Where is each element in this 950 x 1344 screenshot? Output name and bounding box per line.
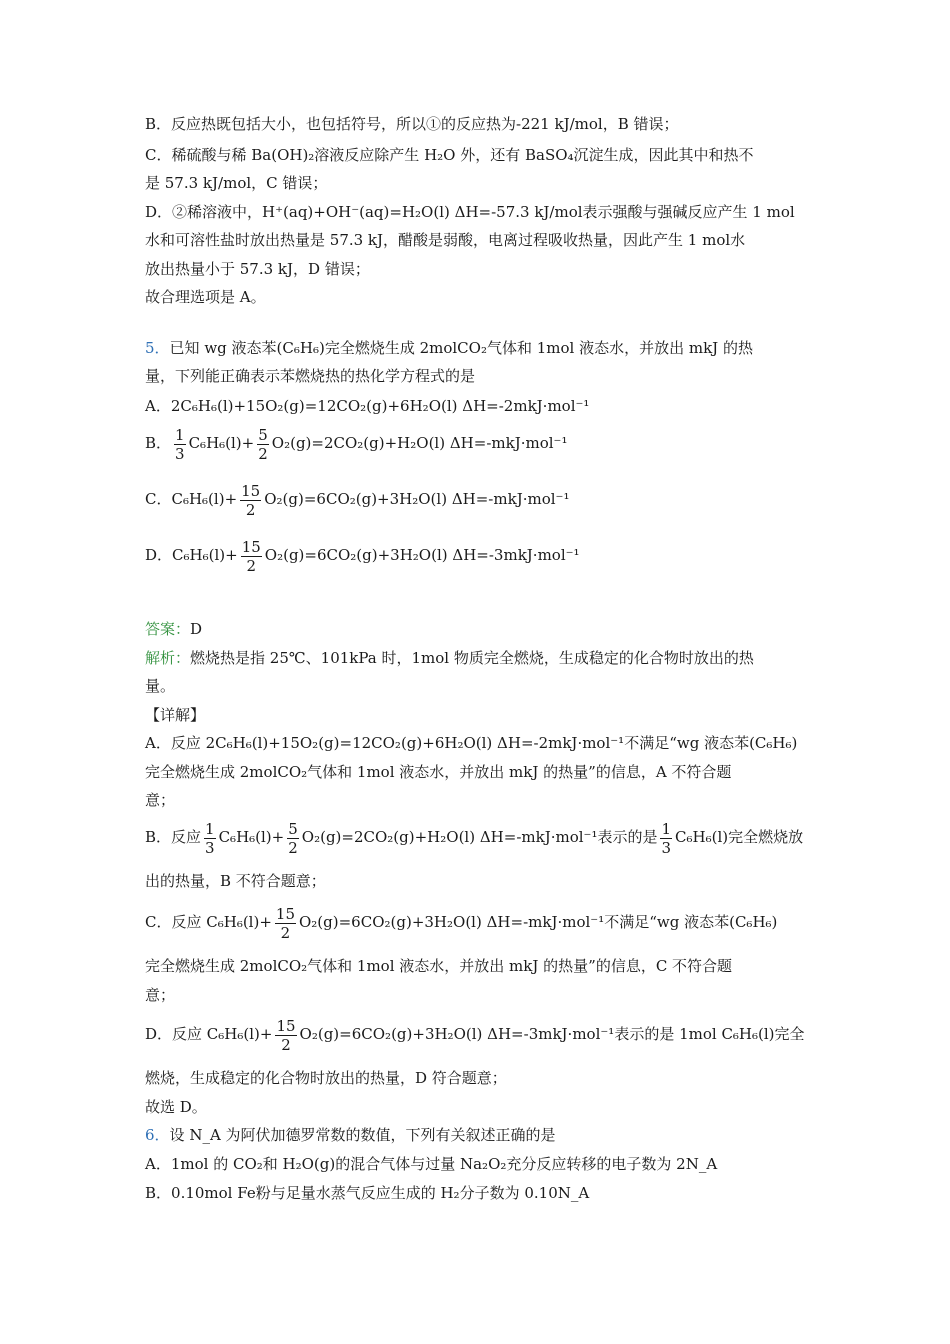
fraction: $\frac{5}{2}$	[258, 425, 268, 463]
detail-heading: 【详解】	[145, 706, 206, 724]
fraction: $\frac{1}{3}$	[661, 819, 672, 857]
text-line: 意；	[145, 791, 176, 809]
text-line: 放出热量小于 57.3 kJ，D 错误；	[145, 260, 370, 278]
option-a: A．1mol 的 CO₂和 H₂O(g)的混合气体与过量 Na₂O₂充分反应转移的电子数为 2N_A	[145, 1155, 718, 1173]
text-line: 故合理选项是 A。	[145, 288, 266, 306]
text-line: A．反应 2C₆H₆(l)+15O₂(g)=12CO₂(g)+6H₂O(l) ΔH=-2mkJ·mol⁻¹不满足“wg 液态苯(C₆H₆)	[145, 734, 798, 752]
fraction: $\frac{15}{2}$	[276, 1016, 296, 1054]
text-line: 量，下列能正确表示苯燃烧热的热化学方程式的是	[145, 367, 476, 385]
question-text: 设 N_A 为阿伏加德罗常数的数值，下列有关叙述正确的是	[169, 1126, 556, 1144]
detail-c: C．反应 C₆H₆(l)+ $\frac{15}{2}$ O₂(g)=6CO₂(g)+3H₂O(l) ΔH=-mkJ·mol⁻¹不满足“wg 液态苯(C₆H₆)	[145, 904, 778, 942]
fraction: $\frac{5}{2}$	[288, 819, 298, 857]
option-b: B．0.10mol Fe粉与足量水蒸气反应生成的 H₂分子数为 0.10N_A	[145, 1184, 590, 1202]
fraction: $\frac{1}{3}$	[175, 425, 185, 463]
text-line: D．②稀溶液中，H⁺(aq)+OH⁻(aq)=H₂O(l) ΔH=-57.3 kJ/mol表示强酸与强碱反应产生 1 mol	[145, 203, 795, 221]
text-line: 水和可溶性盐时放出热量是 57.3 kJ，醋酸是弱酸，电离过程吸收热量，因此产生 1 mol水	[145, 231, 746, 249]
text-line: B．反应热既包括大小，也包括符号，所以①的反应热为-221 kJ/mol，B 错误；	[145, 115, 679, 133]
question-text: 已知 wg 液态苯(C₆H₆)完全燃烧生成 2molCO₂气体和 1mol 液态水，并放出 mkJ 的热	[169, 339, 753, 357]
text-line: 是 57.3 kJ/mol，C 错误；	[145, 174, 328, 192]
option-b: B． $\frac{1}{3}$ C₆H₆(l)+ $\frac{5}{2}$ O₂(g)=2CO₂(g)+H₂O(l) ΔH=-mkJ·mol⁻¹	[145, 425, 568, 463]
text-line: 完全燃烧生成 2molCO₂气体和 1mol 液态水，并放出 mkJ 的热量”的信息，A 不符合题	[145, 763, 732, 781]
question-6	[145, 1124, 556, 1146]
fraction: $\frac{15}{2}$	[275, 904, 295, 942]
detail-d: D．反应 C₆H₆(l)+ $\frac{15}{2}$ O₂(g)=6CO₂(g)+3H₂O(l) ΔH=-3mkJ·mol⁻¹表示的是 1mol C₆H₆(l)完全	[145, 1016, 805, 1054]
option-d: D．C₆H₆(l)+ $\frac{15}{2}$ O₂(g)=6CO₂(g)+3H₂O(l) ΔH=-3mkJ·mol⁻¹	[145, 537, 580, 575]
text-line: C．稀硫酸与稀 Ba(OH)₂溶液反应除产生 H₂O 外，还有 BaSO₄沉淀生成，因此其中和热不	[145, 146, 754, 164]
analysis-label: 解析：	[145, 649, 191, 667]
text-line: 完全燃烧生成 2molCO₂气体和 1mol 液态水，并放出 mkJ 的热量”的信息，C 不符合题	[145, 957, 733, 975]
option-a: A．2C₆H₆(l)+15O₂(g)=12CO₂(g)+6H₂O(l) ΔH=-2mkJ·mol⁻¹	[145, 397, 590, 415]
text-line: 量。	[145, 677, 176, 695]
text-line: 燃烧，生成稳定的化合物时放出的热量，D 符合题意；	[145, 1069, 507, 1087]
fraction: $\frac{15}{2}$	[241, 481, 261, 519]
text-line: 意；	[145, 986, 176, 1004]
text-line: 故选 D。	[145, 1098, 207, 1116]
question-5	[145, 337, 753, 359]
answer	[145, 618, 202, 640]
fraction: $\frac{15}{2}$	[241, 537, 261, 575]
answer-label: 答案：	[145, 620, 191, 638]
question-number: 6．	[145, 1126, 170, 1144]
answer-value: D	[190, 620, 203, 638]
question-number: 5．	[145, 339, 170, 357]
fraction: $\frac{1}{3}$	[205, 819, 215, 857]
analysis: 解析：燃烧热是指 25℃、101kPa 时，1mol 物质完全燃烧，生成稳定的化合物时放出的热	[145, 649, 754, 667]
text-line: 出的热量，B 不符合题意；	[145, 872, 326, 890]
option-c: C．C₆H₆(l)+ $\frac{15}{2}$ O₂(g)=6CO₂(g)+3H₂O(l) ΔH=-mkJ·mol⁻¹	[145, 481, 570, 519]
detail-b: B．反应 $\frac{1}{3}$ C₆H₆(l)+ $\frac{5}{2}$ O₂(g)=2CO₂(g)+H₂O(l) ΔH=-mkJ·mol⁻¹表示的是 $\frac{1}{3}$ C₆H₆(l)完全燃烧放	[145, 819, 804, 857]
